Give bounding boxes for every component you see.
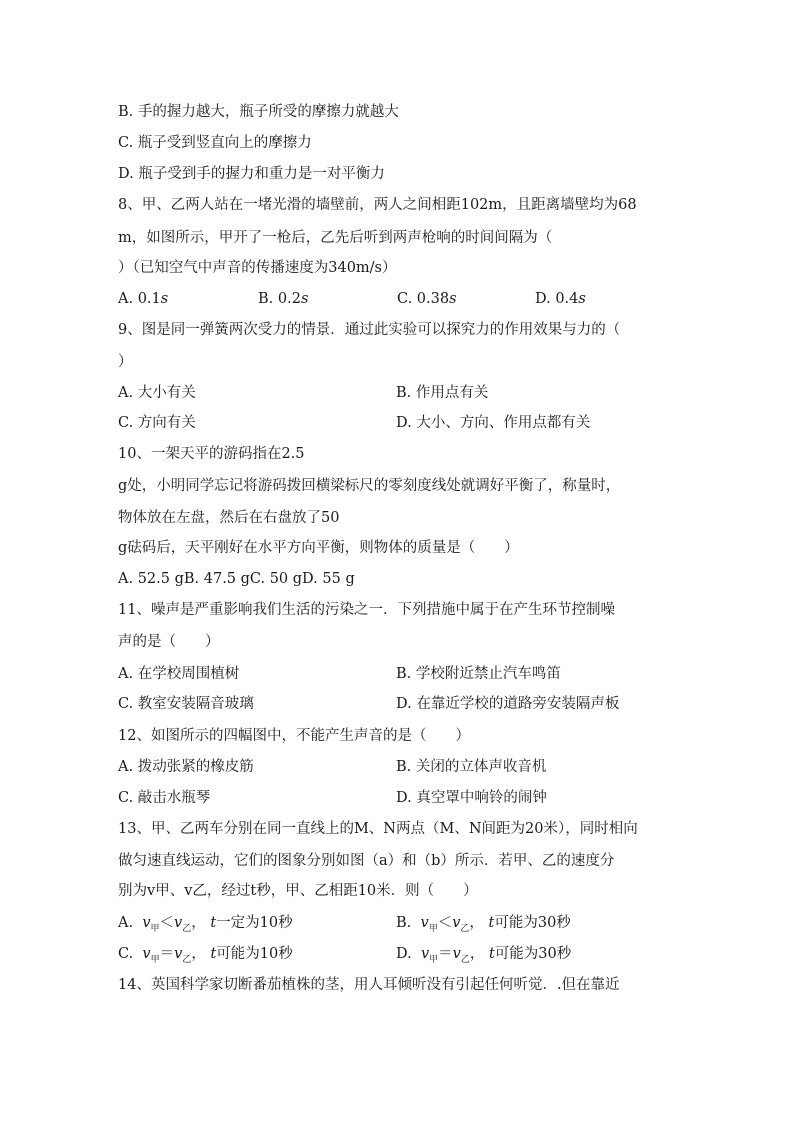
q8-stem-line2: m，如图所示，甲开了一枪后，乙先后听到两声枪响的时间间隔为（ bbox=[118, 230, 553, 246]
q8-option-a: A. 0.1s bbox=[118, 291, 169, 307]
q13-option-c: C. $v_甲=v_乙$， t可能为10秒 bbox=[118, 946, 293, 965]
q8-stem-line1: 8、甲、乙两人站在一堵光滑的墙壁前，两人之间相距102m，且距离墙壁均为68 bbox=[118, 197, 637, 213]
q13-option-b: B. $v_甲<v_乙$， t可能为30秒 bbox=[396, 915, 571, 934]
q12-option-c: C. 敲击水瓶琴 bbox=[118, 790, 211, 806]
q9-stem-line2: ） bbox=[118, 354, 133, 370]
q12-option-a: A. 拨动张紧的橡皮筋 bbox=[118, 759, 254, 775]
q10-stem-line1: 10、一架天平的游码指在2.5 bbox=[118, 446, 305, 462]
q10-stem-line2: g处，小明同学忘记将游码拨回横梁标尺的零刻度线处就调好平衡了，称量时， bbox=[118, 478, 621, 494]
q10-stem-line3: 物体放在左盘，然后在右盘放了50 bbox=[118, 510, 340, 526]
q9-option-d: D. 大小、方向、作用点都有关 bbox=[396, 415, 591, 431]
q11-option-a: A. 在学校周围植树 bbox=[118, 666, 240, 682]
q13-stem-line3: 别为v甲、v乙，经过t秒，甲、乙相距10米．则（ ） bbox=[118, 883, 478, 899]
q13-stem-line1: 13、甲、乙两车分别在同一直线上的M、N两点（M、N间距为20米），同时相向 bbox=[118, 821, 638, 837]
q9-options-row1 bbox=[118, 383, 196, 403]
q7-option-d: D. 瓶子受到手的握力和重力是一对平衡力 bbox=[118, 166, 385, 182]
q8-option-c: C. 0.38s bbox=[397, 291, 457, 307]
q7-option-c: C. 瓶子受到竖直向上的摩擦力 bbox=[118, 135, 312, 151]
q8-option-d: D. 0.4s bbox=[535, 291, 586, 307]
q7-option-b: B. 手的握力越大，瓶子所受的摩擦力就越大 bbox=[118, 104, 399, 120]
q10-options: A. 52.5 gB. 47.5 gC. 50 gD. 55 g bbox=[118, 571, 355, 587]
q9-stem-line1: 9、图是同一弹簧两次受力的情景．通过此实验可以探究力的作用效果与力的（ bbox=[118, 322, 621, 338]
q13-option-d: D. $v_甲=v_乙$， t可能为30秒 bbox=[396, 946, 572, 965]
q8-option-b: B. 0.2s bbox=[258, 291, 309, 307]
q9-option-c: C. 方向有关 bbox=[118, 415, 196, 431]
q13-option-a: A. $v_甲<v_乙$， t一定为10秒 bbox=[118, 915, 293, 934]
q12-stem: 12、如图所示的四幅图中，不能产生声音的是（ ） bbox=[118, 728, 470, 744]
q11-stem-line2: 声的是（ ） bbox=[118, 634, 220, 650]
q11-option-c: C. 教室安装隔音玻璃 bbox=[118, 696, 254, 712]
q8-stem-line3: ）（已知空气中声音的传播速度为340m/s） bbox=[118, 260, 397, 276]
q9-option-b: B. 作用点有关 bbox=[396, 385, 489, 401]
q14-stem-line1: 14、英国科学家切断番茄植株的茎，用人耳倾听没有引起任何听觉．.但在靠近 bbox=[118, 977, 620, 993]
q11-stem-line1: 11、噪声是严重影响我们生活的污染之一．下列措施中属于在产生环节控制噪 bbox=[118, 602, 615, 618]
q9-option-a: A. 大小有关 bbox=[118, 385, 196, 401]
q11-option-d: D. 在靠近学校的道路旁安装隔声板 bbox=[396, 696, 620, 712]
q13-stem-line2: 做匀速直线运动，它们的图象分别如图（a）和（b）所示．若甲、乙的速度分 bbox=[118, 853, 615, 869]
q12-option-d: D. 真空罩中响铃的闹钟 bbox=[396, 790, 547, 806]
q12-option-b: B. 关闭的立体声收音机 bbox=[396, 759, 547, 775]
q11-option-b: B. 学校附近禁止汽车鸣笛 bbox=[396, 666, 561, 682]
q10-stem-line4: g砝码后，天平刚好在水平方向平衡，则物体的质量是（ ） bbox=[118, 540, 519, 556]
